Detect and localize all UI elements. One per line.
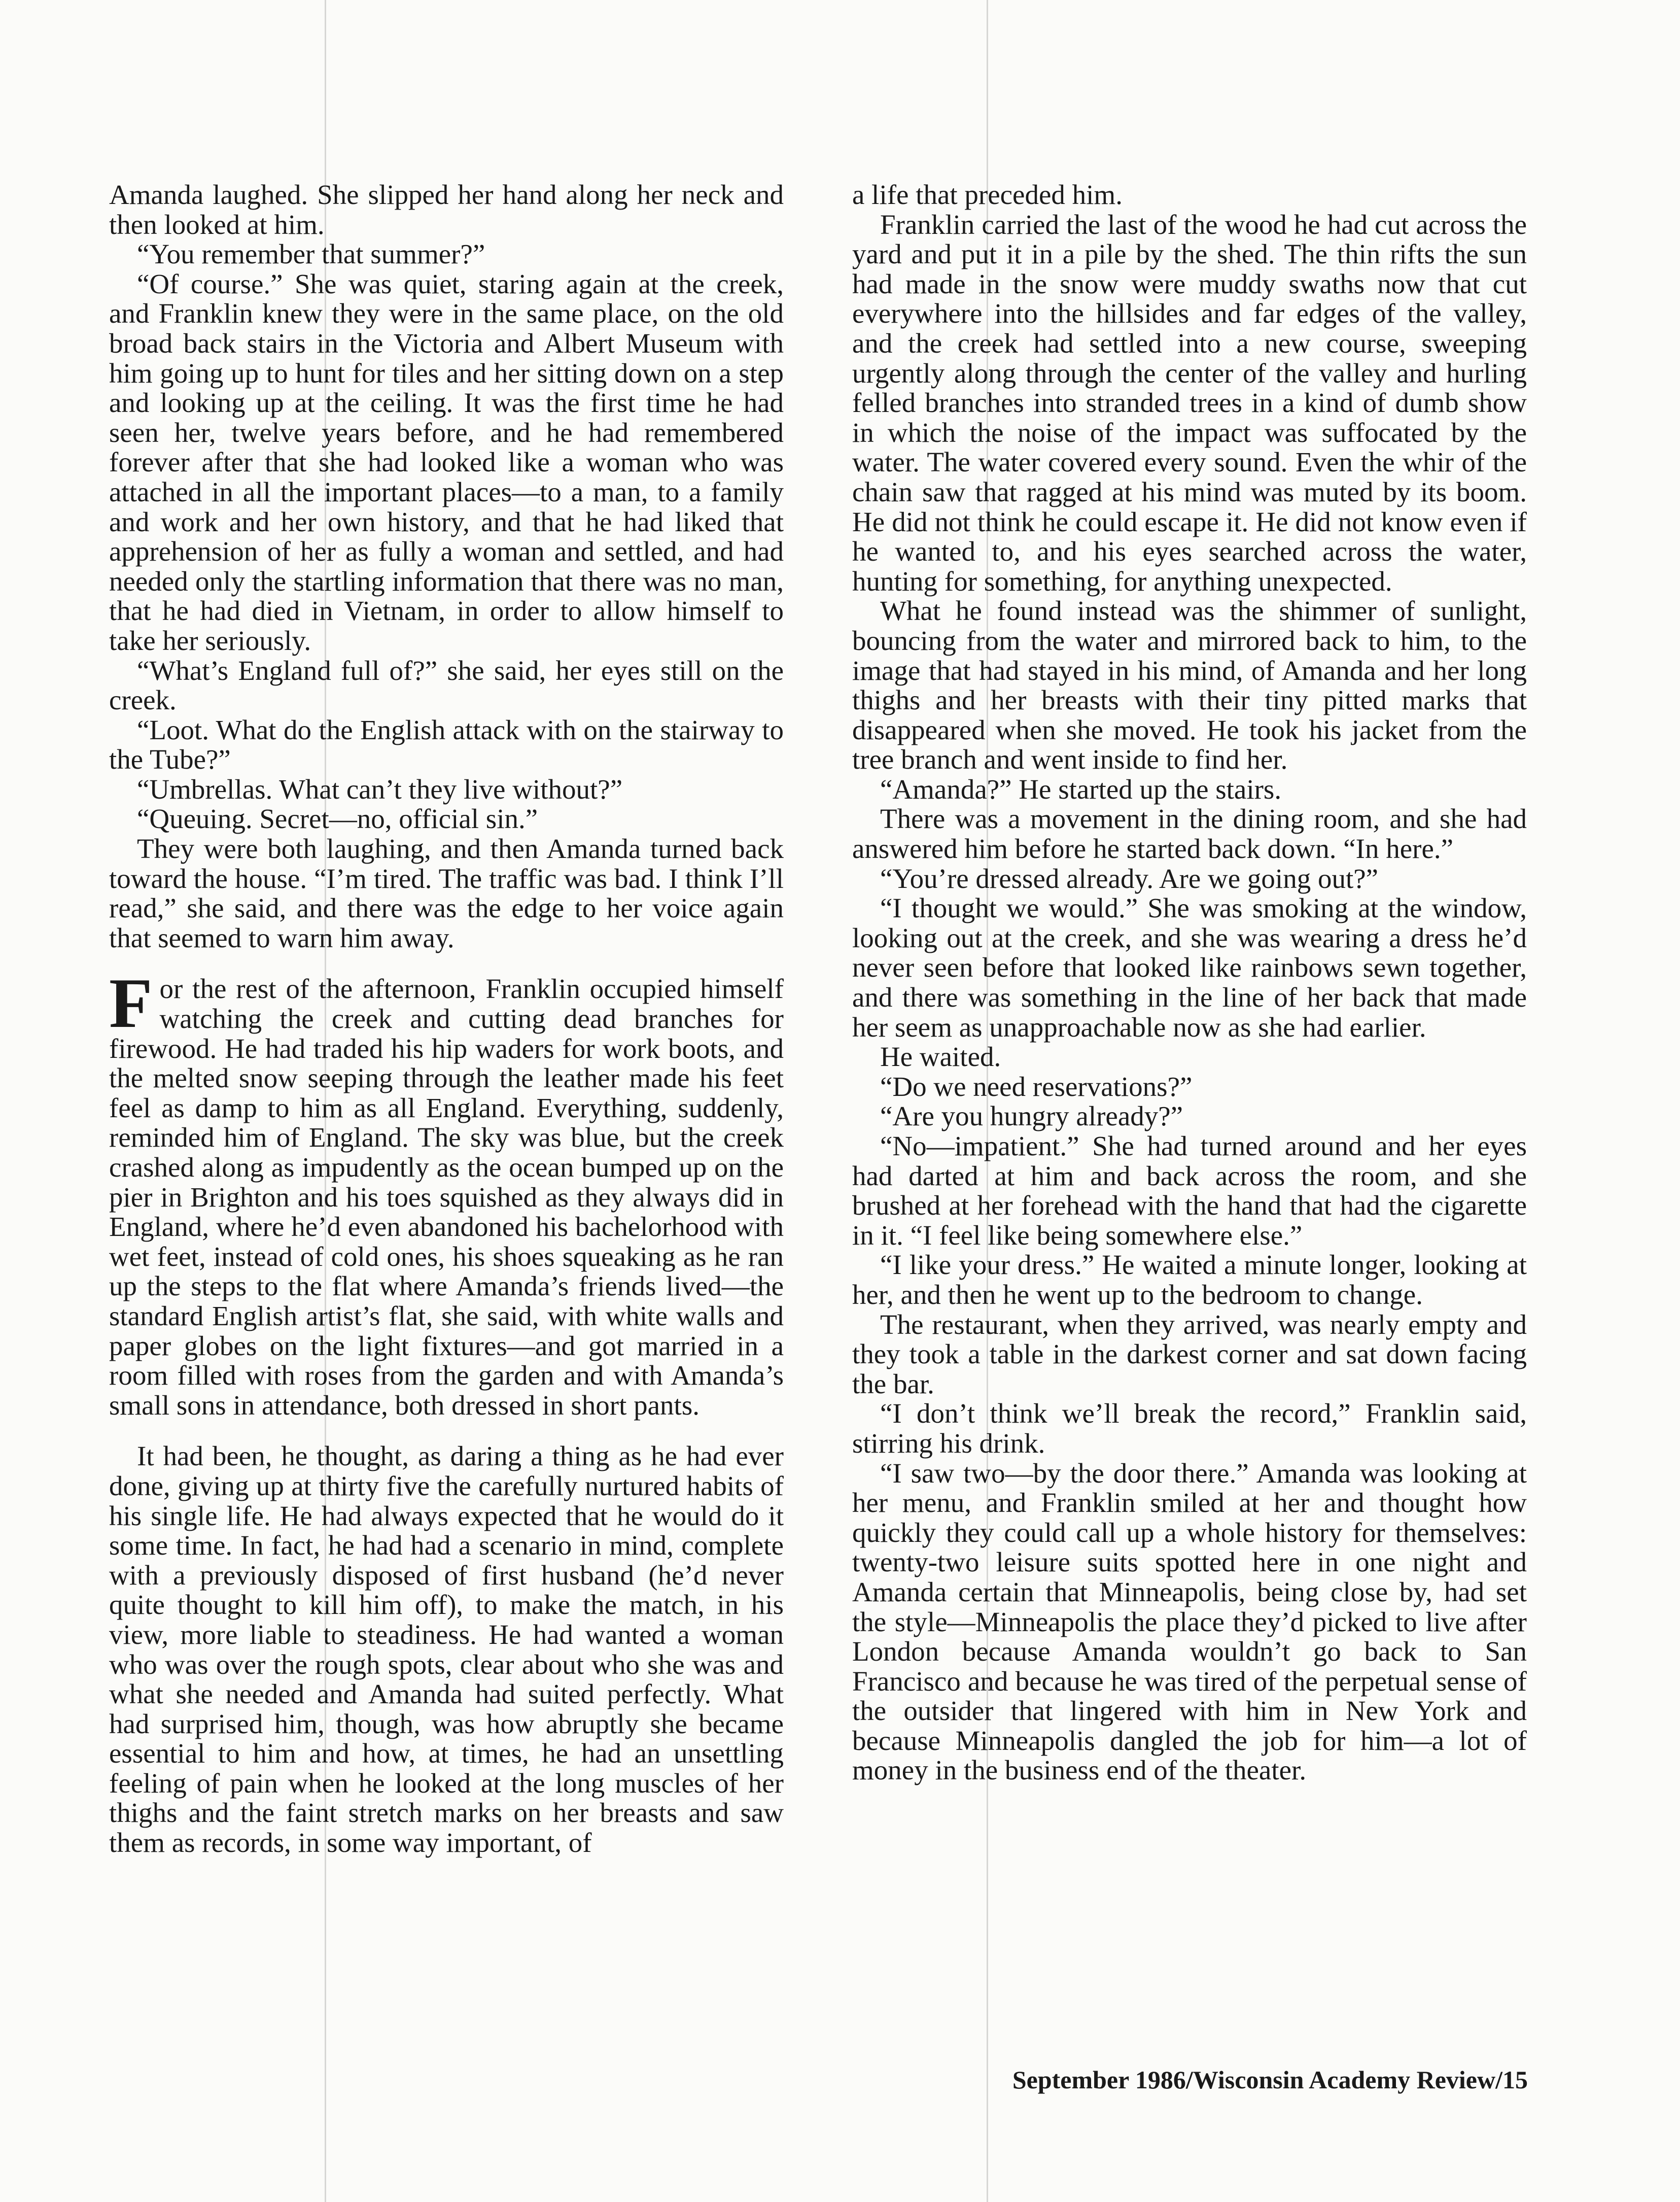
page-footer-folio: September 1986/Wisconsin Academy Review/15: [1012, 2066, 1528, 2094]
paragraph: The restaurant, when they arrived, was nearly empty and they took a table in the darkest corner and sat down facing the bar.: [852, 1309, 1527, 1399]
paragraph: “I don’t think we’ll break the record,” Franklin said, stirring his drink.: [852, 1398, 1527, 1459]
paragraph: a life that preceded him.: [852, 179, 1123, 210]
paragraph: He waited.: [880, 1041, 1001, 1073]
paragraph: Franklin carried the last of the wood he had cut across the yard and put it in a pile by the shed. The thin rifts the sun had made in the snow were muddy swaths now that cut everywhere into the hillsides and far edges of the valley, and the creek had settled into a new course, sweeping urgently along through the center of the valley and hurling felled branches into stranded trees in a kind of dumb show in which the noise of the impact was suffocated by the water. The water covered every sound. Even the whir of the chain saw that ragged at his mind was muted by its boom. He did not think he could escape it. He did not know even if he wanted to, and his eyes searched across the water, hunting for something, for anything unexpected.: [852, 209, 1527, 597]
paragraph: Amanda laughed. She slipped her hand along her neck and then looked at him.: [109, 179, 784, 240]
left-column: [109, 180, 784, 1858]
paragraph: “Of course.” She was quiet, staring again at the creek, and Franklin knew they were in the same place, on the old broad back stairs in the Victoria and Albert Museum with him going up to hunt for tiles and her sitting down on a step and looking up at the ceiling. It was the first time he had seen her, twelve years before, and he had remembered forever after that she had looked like a woman who was attached in all the important places—to a man, to a family and work and her own history, and that he had liked that apprehension of her as fully a woman and settled, and had needed only the startling information that there was no man, that he had died in Vietnam, in order to allow himself to take her seriously.: [109, 268, 784, 656]
paragraph: “No—impatient.” She had turned around and her eyes had darted at him and back across the room, and she brushed at her forehead with the hand that had the cigarette in it. “I feel like being somewhere else.”: [852, 1130, 1527, 1251]
paragraph: “You remember that summer?”: [137, 238, 485, 270]
paragraph: They were both laughing, and then Amanda turned back toward the house. “I’m tired. The traffic was bad. I think I’ll read,” she said, and there was the edge to her voice again that seemed to warn him away.: [109, 833, 784, 953]
paragraph-text: or the rest of the afternoon, Franklin occupied himself watching the creek and cutting dead branches for firewood. He had traded his hip waders for work boots, and the melted snow seeping through the leather made his feet feel as damp to him as all England. Everything, suddenly, reminded him of England. The sky was blue, but the creek crashed along as impudently as the ocean bumped up on the pier in Brighton and his toes squished as they always did in England, where he’d even abandoned his bachelorhood with wet feet, instead of cold ones, his shoes squeaking as he ran up the steps to the flat where Amanda’s friends lived—the standard English artist’s flat, she said, with white walls and paper globes on the light fixtures—and got married in a room filled with roses from the garden and with Amanda’s small sons in attendance, both dressed in short pants.: [109, 973, 784, 1421]
paragraph: “I thought we would.” She was smoking at the window, looking out at the creek, and she was wearing a dress he’d never seen before that looked like rainbows sewn together, and there was something in the line of her back that made her seem as unapproachable now as she had earlier.: [852, 892, 1527, 1043]
right-column: [852, 180, 1527, 1785]
drop-cap: F: [109, 964, 153, 1043]
paragraph: “Loot. What do the English attack with on the stairway to the Tube?”: [109, 714, 784, 775]
section-opening-paragraph: [109, 964, 784, 1421]
paragraph: There was a movement in the dining room, and she had answered him before he started back down. “In here.”: [852, 803, 1527, 865]
paragraph: “I saw two—by the door there.” Amanda was looking at her menu, and Franklin smiled at her and thought how quickly they could call up a whole history for themselves: twenty-two leisure suits spotted here in one night and Amanda certain that Minneapolis, being close by, had set the style—Minneapolis the place they’d picked to live after London because Amanda wouldn’t go back to San Francisco and because he was tired of the perpetual sense of the outsider that lingered with him in New York and because Minneapolis dangled the job for him—a lot of money in the business end of the theater.: [852, 1457, 1527, 1786]
paragraph: “Queuing. Secret—no, official sin.”: [137, 803, 538, 835]
paragraph: “Umbrellas. What can’t they live without?”: [137, 773, 623, 805]
paragraph: “I like your dress.” He waited a minute longer, looking at her, and then he went up to the bedroom to change.: [852, 1249, 1527, 1310]
paragraph: “You’re dressed already. Are we going out?”: [880, 863, 1379, 894]
paragraph: “Are you hungry already?”: [880, 1100, 1183, 1132]
paragraph: What he found instead was the shimmer of sunlight, bouncing from the water and mirrored back to him, to the image that had stayed in his mind, of Amanda and her long thighs and her breasts with their tiny pitted marks that disappeared when she moved. He took his jacket from the tree branch and went inside to find her.: [852, 595, 1527, 775]
paragraph: “Amanda?” He started up the stairs.: [880, 773, 1282, 805]
paragraph: It had been, he thought, as daring a thing as he had ever done, giving up at thirty five the carefully nurtured habits of his single life. He had always expected that he would do it some time. In fact, he had had a scenario in mind, complete with a previously disposed of first husband (he’d never quite thought to kill him off), to make the match, in his view, more liable to steadiness. He had wanted a woman who was over the rough spots, clear about who she was and what she needed and Amanda had suited perfectly. What had surprised him, though, was how abruptly she became essential to him and how, at times, he had an unsettling feeling of pain when he looked at the long muscles of her thighs and the faint stretch marks on her breasts and saw them as records, in some way important, of: [109, 1440, 784, 1859]
paragraph: “Do we need reservations?”: [880, 1071, 1193, 1102]
paragraph: “What’s England full of?” she said, her eyes still on the creek.: [109, 655, 784, 716]
